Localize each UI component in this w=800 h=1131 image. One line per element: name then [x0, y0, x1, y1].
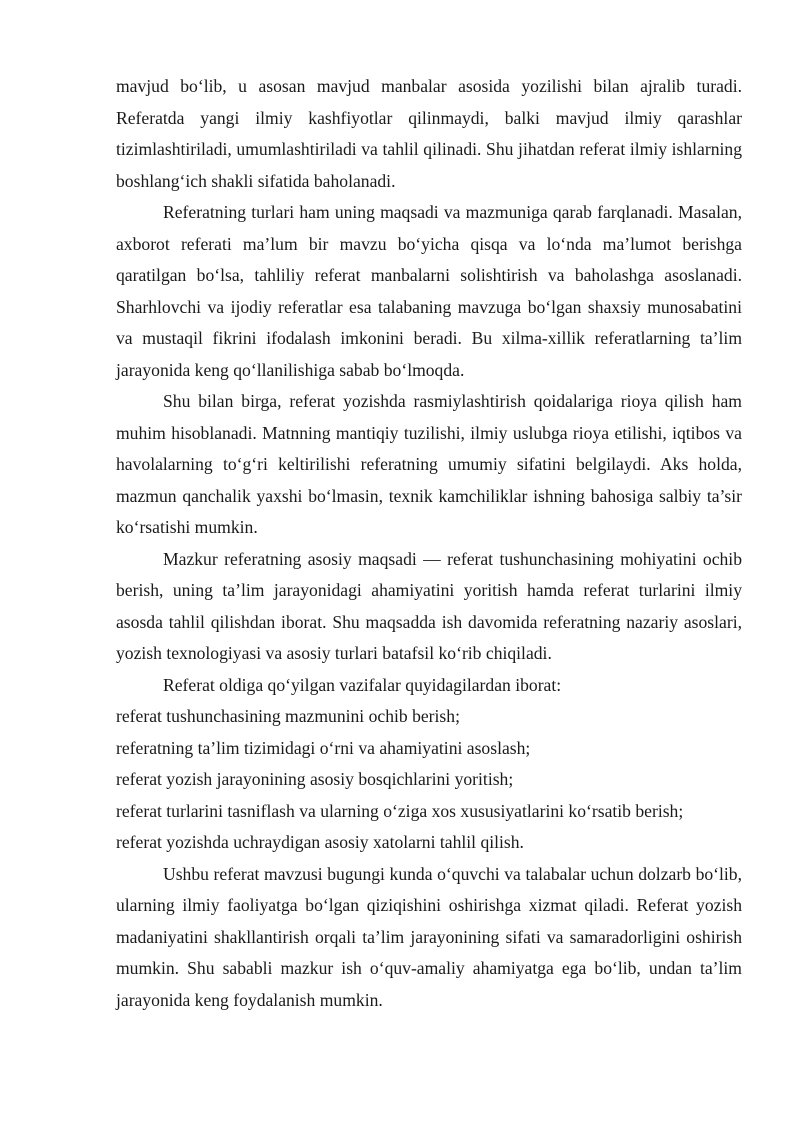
list-item: referatning ta’lim tizimidagi o‘rni va ahamiyatini asoslash;: [116, 737, 531, 758]
paragraph-continuation: mavjud bo‘lib, u asosan mavjud manbalar asosida yozilishi bilan ajralib turadi. Referatda yangi ilmiy kashfiyotlar qilinmaydi, balki mavjud ilmiy qarashlar tizimlashtiriladi, umumlashtiriladi va tahlil qilinadi. Shu jihatdan referat ilmiy ishlarning boshlang‘ich shakli sifatida baholanadi.: [116, 76, 742, 191]
paragraph-formatting-rules: Shu bilan birga, referat yozishda rasmiylashtirish qoidalariga rioya qilish ham muhim hisoblanadi. Matnning mantiqiy tuzilishi, ilmiy uslubga rioya etilishi, iqtibos va havolalarning to‘g‘ri keltirilishi referatning umumiy sifatini belgilaydi. Aks holda, mazmun qanchalik yaxshi bo‘lmasin, texnik kamchiliklar ishning bahosiga salbiy ta’sir ko‘rsatishi mumkin.: [116, 391, 742, 537]
tasks-list: [116, 701, 742, 859]
list-item: referat yozishda uchraydigan asosiy xatolarni tahlil qilish.: [116, 832, 524, 852]
document-page: [116, 71, 742, 1016]
list-item: referat turlarini tasniflash va ularning o‘ziga xos xususiyatlarini ko‘rsatib berish;: [116, 800, 684, 821]
paragraph-tasks-intro: Referat oldiga qo‘yilgan vazifalar quyidagilardan iborat:: [163, 674, 562, 695]
paragraph-conclusion: Ushbu referat mavzusi bugungi kunda o‘quvchi va talabalar uchun dolzarb bo‘lib, ularning ilmiy faoliyatga bo‘lgan qiziqishini oshirishga xizmat qiladi. Referat yozish madaniyatini shakllantirish orqali ta’lim jarayonining sifati va samaradorligini oshirish mumkin. Shu sababli mazkur ish o‘quv-amaliy ahamiyatga ega bo‘lib, undan ta’lim jarayonida keng foydalanish mumkin.: [116, 863, 742, 1010]
paragraph-main-goal: Mazkur referatning asosiy maqsadi — referat tushunchasining mohiyatini ochib berish, uning ta’lim jarayonidagi ahamiyatini yoritish hamda referat turlarini ilmiy asosda tahlil qilishdan iborat. Shu maqsadda ish davomida referatning nazariy asoslari, yozish texnologiyasi va asosiy turlari batafsil ko‘rib chiqiladi.: [116, 548, 742, 663]
paragraph-referat-types: Referatning turlari ham uning maqsadi va mazmuniga qarab farqlanadi. Masalan, axborot referati ma’lum bir mavzu bo‘yicha qisqa va lo‘nda ma’lumot berishga qaratilgan bo‘lsa, tahliliy referat manbalarni solishtirish va baholashga asoslanadi. Sharhlovchi va ijodiy referatlar esa talabaning mavzuga bo‘lgan shaxsiy munosabatini va mustaqil fikrini ifodalash imkonini beradi. Bu xilma-xillik referatlarning ta’lim jarayonida keng qo‘llanilishiga sabab bo‘lmoqda.: [116, 202, 742, 380]
list-item: referat tushunchasining mazmunini ochib berish;: [116, 706, 460, 726]
list-item: referat yozish jarayonining asosiy bosqichlarini yoritish;: [116, 769, 514, 789]
